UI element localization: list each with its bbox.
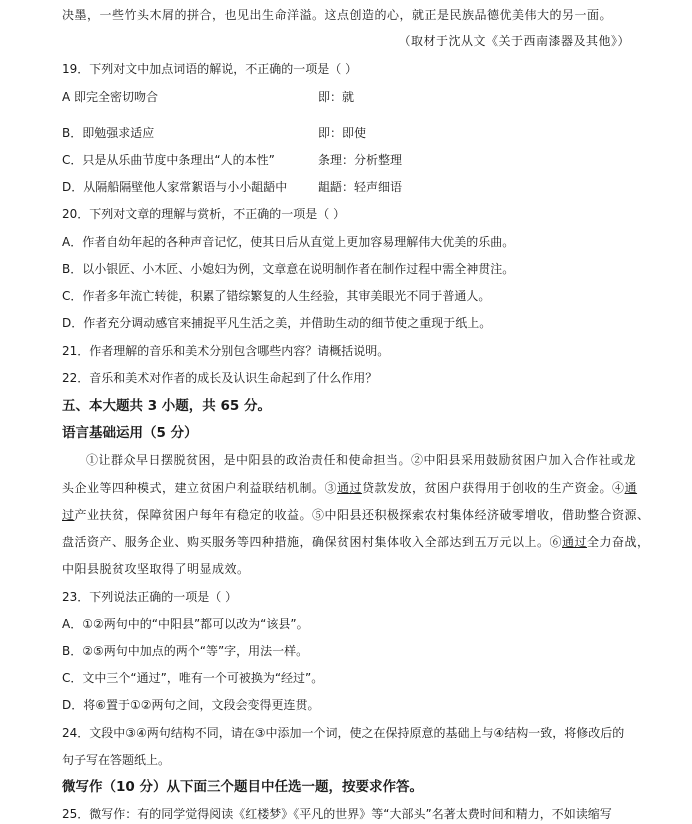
micro-writing-heading: 微写作（10 分）从下面三个题目中任选一题，按要求作答。	[62, 779, 423, 795]
q21-stem: 21．作者理解的音乐和美术分别包含哪些内容？请概括说明。	[62, 344, 390, 358]
passage-line-3: 过产业扶贫，保障贫困户每年有稳定的收益。⑤中阳县还积极探索农村集体经济破零增收，借助整合资源、	[62, 508, 650, 522]
language-basics-heading: 语言基础运用（5 分）	[62, 425, 198, 441]
q19-option-c: C．只是从乐曲节度中条理出“人的本性”	[62, 153, 275, 167]
q20-option-b: B．以小银匠、小木匠、小媳妇为例，文章意在说明制作者在制作过程中需全神贯注。	[62, 262, 515, 276]
q20-option-d: D．作者充分调动感官来捕捉平凡生活之美，并借助生动的细节使之重现于纸上。	[62, 316, 492, 330]
q20-stem: 20．下列对文章的理解与赏析，不正确的一项是（ ）	[62, 207, 346, 221]
q19-option-c-gloss: 条理：分析整理	[318, 153, 403, 167]
q19-option-b-gloss: 即：即使	[318, 126, 367, 140]
q19-option-a: A 即完全密切吻合	[62, 90, 159, 104]
passage-end-line: 决墨，一些竹头木屑的拼合，也见出生命洋溢。这点创造的心，就正是民族品德优美伟大的另一面。	[62, 8, 613, 22]
q20-option-c: C．作者多年流亡转徙，积累了错综繁复的人生经验，其审美眼光不同于普通人。	[62, 289, 491, 303]
q24-stem-line-1: 24．文段中③④两句结构不同，请在③中添加一个词，使之在保持原意的基础上与④结构一致，将修改后的	[62, 726, 625, 740]
passage-line-2: 头企业等四种模式，建立贫困户利益联结机制。③通过贷款发放，贫困户获得用于创收的生产资金。④通	[62, 481, 638, 495]
q23-option-c: C．文中三个“通过”，唯有一个可被换为“经过”。	[62, 671, 324, 685]
q19-stem: 19．下列对文中加点词语的解说，不正确的一项是（ ）	[62, 62, 358, 76]
q19-option-a-gloss: 即：就	[318, 90, 355, 104]
section-5-heading: 五、本大题共 3 小题，共 65 分。	[62, 398, 271, 414]
passage-line-4: 盘活资产、服务企业、购买服务等四种措施，确保贫困村集体收入全部达到五万元以上。⑥通过全力奋战，	[62, 535, 650, 549]
q23-option-a: A．①②两句中的“中阳县”都可以改为“该县”。	[62, 617, 309, 631]
passage-line-1: ①让群众早日摆脱贫困，是中阳县的政治责任和使命担当。②中阳县采用鼓励贫困户加入合作社或龙	[86, 453, 637, 467]
q23-stem: 23．下列说法正确的一项是（ ）	[62, 590, 238, 604]
q19-option-d-gloss: 龃龉：轻声细语	[318, 180, 403, 194]
passage-line-5: 中阳县脱贫攻坚取得了明显成效。	[62, 562, 250, 576]
q23-option-d: D．将⑥置于①②两句之间，文段会变得更连贯。	[62, 698, 320, 712]
q22-stem: 22．音乐和美术对作者的成长及认识生命起到了什么作用？	[62, 371, 378, 385]
q20-option-a: A．作者自幼年起的各种声音记忆，使其日后从直觉上更加容易理解伟大优美的乐曲。	[62, 235, 515, 249]
q25-stem: 25．微写作：有的同学觉得阅读《红楼梦》《平凡的世界》等“大部头”名著太费时间和精力，不如读缩写	[62, 807, 612, 821]
q19-option-d: D．从隔船隔壁他人家常絮语与小小龃龉中	[62, 180, 288, 194]
source-citation: （取材于沈从文《关于西南漆器及其他》）	[398, 34, 630, 48]
q23-option-b: B．②⑤两句中加点的两个“等”字，用法一样。	[62, 644, 309, 658]
q24-stem-line-2: 句子写在答题纸上。	[62, 753, 171, 767]
q19-option-b: B．即勉强求适应	[62, 126, 155, 140]
